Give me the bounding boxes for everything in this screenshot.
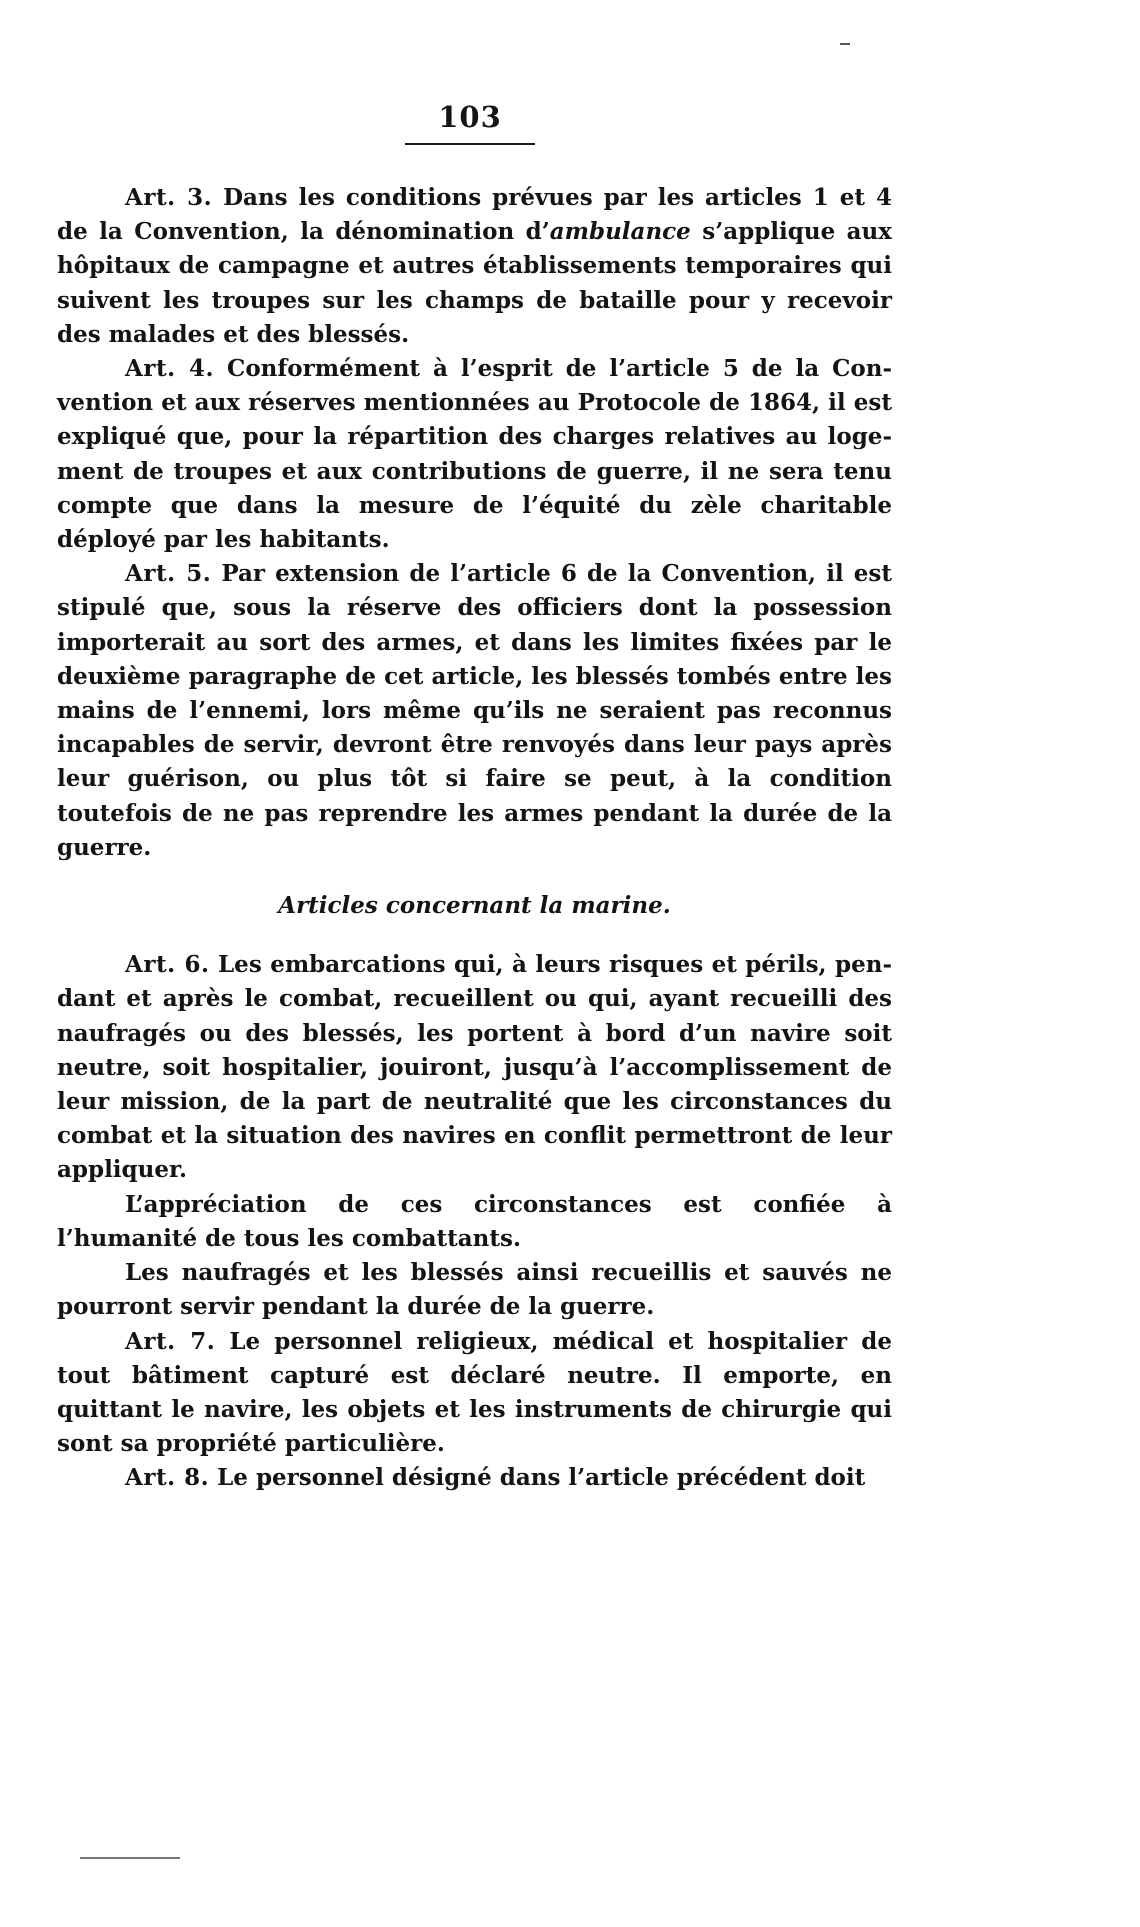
article-label: Art. 7. bbox=[125, 1327, 216, 1355]
paragraph-art-7 bbox=[57, 1325, 892, 1462]
article-label: Art. 8. bbox=[125, 1464, 210, 1492]
paragraph-text: Dans les conditions prévues par les articles 1 et 4 de la Convention, la dénomination d’ bbox=[57, 184, 892, 246]
page-number-rule bbox=[405, 143, 535, 145]
paragraph-art-3 bbox=[57, 181, 892, 352]
article-label: Art. 5. bbox=[125, 560, 212, 588]
paragraph-text: Conformément à l’esprit de l’article 5 de la Convention et aux réserves mentionnées au Protocole de 1864, il est expliqué que, pour la répartition des charges relatives au logement de troupes et aux contributions de guerre, il ne sera tenu compte que dans la mesure de l’équité du zèle charitable déployé par les habitants. bbox=[57, 355, 892, 554]
emphasis-term: ambulance bbox=[549, 218, 691, 246]
paragraph-text: Les naufragés et les blessés ainsi recueillis et sauvés ne pourront servir pendant la durée de la guerre. bbox=[57, 1259, 892, 1321]
paragraph-text: L’appréciation de ces circonstances est confiée à l’humanité de tous les combattants. bbox=[57, 1190, 892, 1252]
footer-rule bbox=[80, 1857, 180, 1859]
article-label: Art. 4. bbox=[125, 355, 215, 383]
paragraph-art-8 bbox=[57, 1461, 892, 1495]
paragraph-text: Les embarcations qui, à leurs risques et périls, pendant et après le combat, recueillent ou qui, ayant recueilli des naufragés ou des blessés, les portent à bord d’un navire soit neutre, soit hospitalier, jouiront, jusqu’à l’accomplissement de leur mission, de la part de neutralité que les circonstances du combat et la situation des navires en conflit permettront de leur appliquer. bbox=[57, 951, 892, 1184]
paragraph-appreciation bbox=[57, 1188, 892, 1256]
document-body bbox=[57, 181, 892, 1496]
scan-mark bbox=[840, 43, 850, 45]
paragraph-text: Le personnel religieux, médical et hospitalier de tout bâtiment capturé est déclaré neutre. Il emporte, en quittant le navire, les objets et les instruments de chirurgie qui sont sa propriété particulière. bbox=[57, 1327, 892, 1458]
paragraph-text: Par extension de l’article 6 de la Convention, il est stipulé que, sous la réserve des officiers dont la possession importerait au sort des armes, et dans les limites fixées par le deuxième paragraphe de cet article, les blessés tombés entre les mains de l’ennemi, lors même qu’ils ne seraient pas reconnus incapables de servir, devront être renvoyés dans leur pays après leur guérison, ou plus tôt si faire se peut, à la condition toutefois de ne pas reprendre les armes pendant la durée de la guerre. bbox=[57, 560, 892, 861]
paragraph-art-4 bbox=[57, 352, 892, 557]
paragraph-art-5 bbox=[57, 557, 892, 865]
page-number: 103 bbox=[438, 100, 502, 134]
article-label: Art. 6. bbox=[125, 951, 210, 979]
section-heading: Articles concernant la marine. bbox=[278, 892, 671, 920]
article-label: Art. 3. bbox=[125, 184, 213, 211]
paragraph-text: Le personnel désigné dans l’article précédent doit bbox=[209, 1464, 866, 1492]
paragraph-naufrages bbox=[57, 1256, 892, 1324]
paragraph-text: s’applique aux hôpitaux de campagne et autres établissements temporaires qui suivent les troupes sur les champs de bataille pour y recevoir des malades et des blessés. bbox=[57, 218, 892, 348]
paragraph-art-6 bbox=[57, 948, 892, 1187]
